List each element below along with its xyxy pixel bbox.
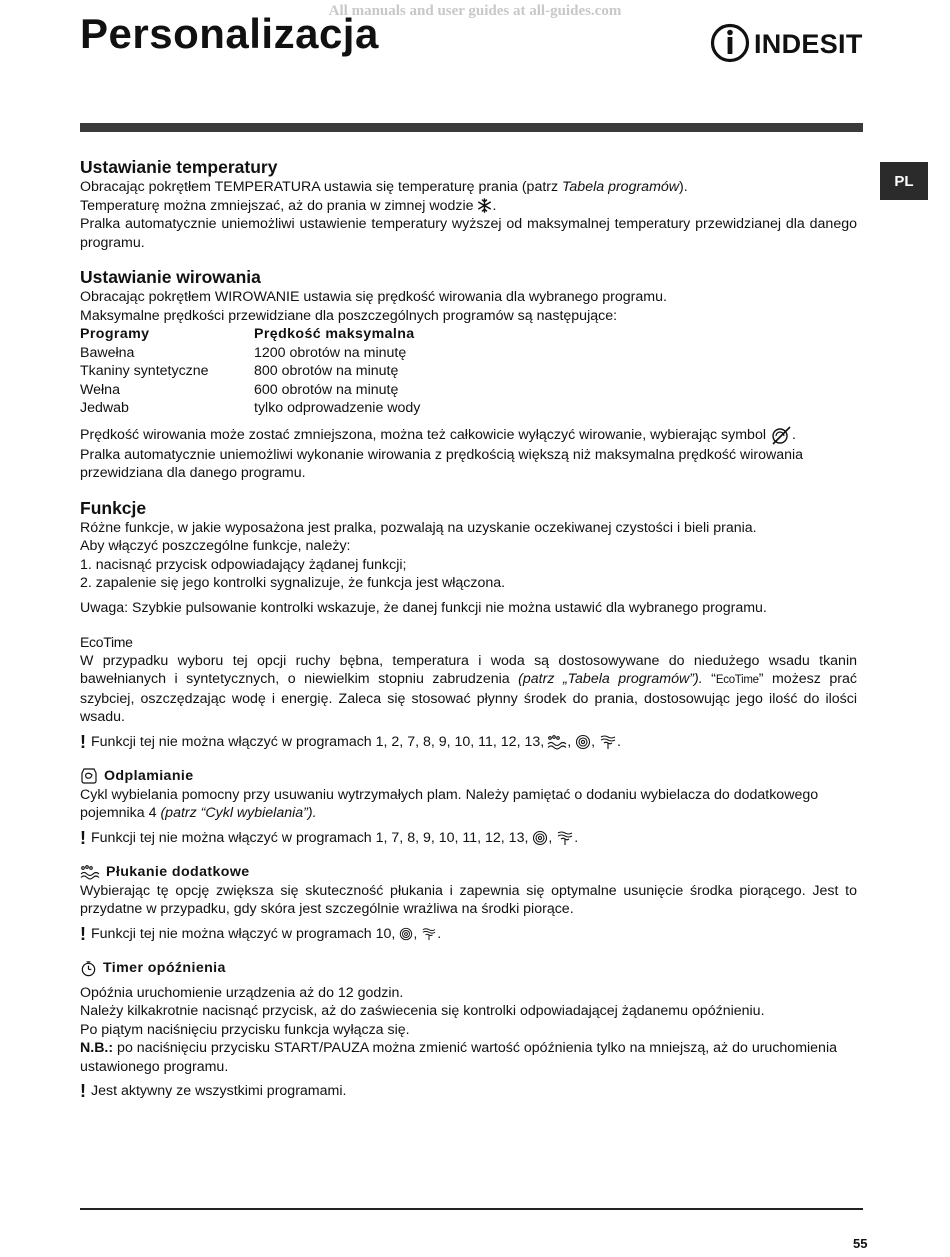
language-tab: PL — [880, 162, 928, 200]
stain-warning: ! Funkcji tej nie można włączyć w programach 1, 7, 8, 9, 10, 11, 12, 13, , . — [80, 827, 579, 848]
stain-title-row — [80, 767, 857, 786]
spin-line-3 — [80, 424, 857, 446]
temperature-line-2-text: Temperaturę można zmniejszać, aż do prania w zimnej wodzie — [80, 197, 474, 214]
table-cell-speed: tylko odprowadzenie wody — [254, 400, 421, 416]
ecotime-desc-text: W przypadku wyboru tej opcji ruchy bębna, temperatura i woda są dostosowywane do niedużego wsadu tkanin bawełnianych i syntetycznych, o niewielkim stopniu zabrudzenia — [80, 652, 857, 687]
table-row — [80, 362, 420, 381]
timer-nb-label: N.B.: — [80, 1040, 114, 1056]
timer-icon — [80, 960, 97, 977]
rinse-block — [80, 863, 857, 943]
ecotime-block — [80, 633, 857, 751]
functions-step-1: 1. nacisnąć przycisk odpowiadający żądanej funkcji; — [80, 556, 407, 573]
warning-icon: ! — [80, 1081, 86, 1102]
table-cell-program: Bawełna — [80, 344, 135, 361]
table-cell-speed: 1200 obrotów na minutę — [254, 344, 407, 361]
page-content — [80, 156, 857, 1115]
ecotime-quote-open: “ — [702, 671, 716, 687]
rinse-title: Płukanie dodatkowe — [106, 864, 250, 880]
temperature-line-2 — [80, 197, 857, 216]
warning-icon: ! — [80, 827, 86, 848]
table-cell-program: Tkaniny syntetyczne — [80, 363, 209, 379]
timer-nb-text: po naciśnięciu przycisku START/PAUZA można zmienić wartość opóźnienia tylko na mniejszą, aż do uruchomienia ustawionego programu. — [80, 1040, 837, 1075]
delicate-icon — [599, 734, 617, 750]
spiral-icon — [399, 927, 413, 941]
timer-line-3: Po piątym naciśnięciu przycisku funkcja wyłącza się. — [80, 1021, 410, 1038]
stain-warning-text: Funkcji tej nie można włączyć w programach 1, 7, 8, 9, 10, 11, 12, 13, — [91, 829, 529, 846]
spiral-icon — [532, 830, 548, 846]
temperature-line-1-text: Obracając pokrętłem TEMPERATURA ustawia się temperaturę prania (patrz — [80, 179, 563, 195]
timer-warning — [80, 1082, 857, 1101]
temperature-line-1-end: ). — [679, 179, 688, 195]
rinse-icon — [80, 864, 100, 880]
functions-intro: Różne funkcje, w jakie wyposażona jest pralka, pozwalają na uzyskanie oczekiwanej czystości i bieli prania. — [80, 519, 757, 536]
spin-line-3-text: Prędkość wirowania może zostać zmniejszona, można też całkowicie wyłączyć wirowanie, wybierając symbol — [80, 426, 766, 443]
warning-icon: ! — [80, 731, 86, 752]
table-row — [80, 344, 420, 363]
table-cell-program: Jedwab — [80, 400, 129, 416]
ecotime-desc-text-2: ” możesz prać szybciej, oszczędzając wodę i energię. Zaleca się stosować płynny środek do prania, dostosowując jego ilość do ilości wsadu. — [80, 671, 857, 725]
table-header-max-speed: Prędkość maksymalna — [254, 326, 415, 342]
brand-logo-icon — [710, 22, 752, 64]
timer-nb — [80, 1039, 857, 1076]
rinse-warning: ! Funkcji tej nie można włączyć w programach 10, , . — [80, 923, 442, 944]
functions-enable: Aby włączyć poszczególne funkcje, należy: — [80, 538, 351, 554]
timer-block — [80, 959, 857, 1101]
table-cell-speed: 800 obrotów na minutę — [254, 363, 399, 379]
timer-line-2: Należy kilkakrotnie nacisnąć przycisk, aż do zaświecenia się kontrolki odpowiadającej żądanemu opóźnieniu. — [80, 1003, 765, 1019]
footer-rule — [80, 1208, 863, 1210]
table-row — [80, 381, 420, 400]
table-header-row — [80, 325, 420, 344]
header-rule — [80, 123, 863, 132]
snowflake-icon — [477, 198, 492, 213]
ecotime-title: EcoTime — [80, 634, 133, 650]
ecotime-description — [80, 652, 857, 727]
spin-line-4: Pralka automatycznie uniemożliwi wykonanie wirowania z prędkością większą niż maksymalna prędkość wirowania przewidziana dla danego programu. — [80, 446, 804, 481]
stain-description — [80, 786, 857, 823]
ecotime-warning: ! Funkcji tej nie można włączyć w programach 1, 2, 7, 8, 9, 10, 11, 12, 13, , , . — [80, 731, 621, 752]
watermark: All manuals and user guides at all-guides.com — [328, 3, 622, 19]
table-cell-program: Wełna — [80, 381, 120, 398]
brand-name: INDESIT — [754, 29, 863, 59]
timer-title-row — [80, 959, 857, 978]
ecotime-program-table-reference: (patrz „Tabela programów”). — [518, 671, 703, 687]
spin-line-1: Obracając pokrętłem WIROWANIE ustawia się prędkość wirowania dla wybranego programu. — [80, 289, 667, 305]
ecotime-warning-text: Funkcji tej nie można włączyć w programach 1, 2, 7, 8, 9, 10, 11, 12, 13, — [91, 733, 545, 750]
timer-title: Timer opóźnienia — [103, 960, 226, 976]
table-cell-speed: 600 obrotów na minutę — [254, 381, 399, 398]
spin-heading: Ustawianie wirowania — [80, 267, 261, 287]
functions-step-2: 2. zapalenie się jego kontrolki sygnalizuje, że funkcja jest włączona. — [80, 575, 506, 591]
functions-note: Uwaga: Szybkie pulsowanie kontrolki wskazuje, że danej funkcji nie można ustawić dla wybranego programu. — [80, 599, 767, 616]
functions-heading: Funkcje — [80, 497, 147, 518]
functions-section — [80, 497, 857, 1101]
temperature-heading: Ustawianie temperatury — [80, 157, 278, 177]
rinse-title-row — [80, 863, 857, 882]
temperature-section — [80, 156, 857, 252]
rinse-description: Wybierając tę opcję zwiększa się skuteczność płukania i zapewnia się optymalne usunięcie środka piorącego. Jest to przydatne w przypadku, gdy skóra jest szczególnie wrażliwa na środki piorące. — [80, 882, 857, 917]
program-table-reference: Tabela programów — [562, 179, 680, 195]
page-title: Personalizacja — [80, 10, 379, 57]
temperature-line-1 — [80, 178, 857, 197]
stain-icon — [80, 767, 98, 785]
spin-line-3-end: . — [791, 426, 796, 443]
spin-line-2: Maksymalne prędkości przewidziane dla poszczególnych programów są następujące: — [80, 307, 618, 324]
temperature-line-2-end: . — [492, 197, 497, 214]
bleach-cycle-reference: (patrz “Cykl wybielania”). — [160, 805, 317, 821]
timer-line-1: Opóźnia uruchomienie urządzenia aż do 12 godzin. — [80, 984, 404, 1001]
table-header-programs: Programy — [80, 326, 150, 342]
rinse-warning-text: Funkcji tej nie można włączyć w programach 10, — [91, 925, 396, 942]
spin-section — [80, 266, 857, 483]
page-number: 55 — [853, 1236, 868, 1251]
rinse-icon — [547, 734, 567, 750]
timer-warning-text: Jest aktywny ze wszystkimi programami. — [91, 1083, 347, 1099]
stain-title: Odplamianie — [104, 768, 194, 784]
spin-speed-table — [80, 325, 420, 418]
brand-logo — [710, 22, 870, 66]
delicate-icon — [421, 927, 437, 941]
stain-desc-text: Cykl wybielania pomocny przy usuwaniu wytrzymałych plam. Należy pamiętać o dodaniu wybielacza do dodatkowego pojemnika 4 — [80, 786, 819, 821]
warning-icon: ! — [80, 923, 86, 944]
temperature-line-3: Pralka automatycznie uniemożliwi ustawienie temperatury wyższej od maksymalnej temperatury przewidzianej dla danego programu. — [80, 216, 857, 251]
stain-block — [80, 767, 857, 847]
no-spin-icon — [770, 424, 792, 446]
ecotime-inline-mark: EcoTime — [715, 674, 759, 686]
spiral-icon — [575, 734, 591, 750]
delicate-icon — [556, 830, 574, 846]
table-row — [80, 399, 420, 418]
